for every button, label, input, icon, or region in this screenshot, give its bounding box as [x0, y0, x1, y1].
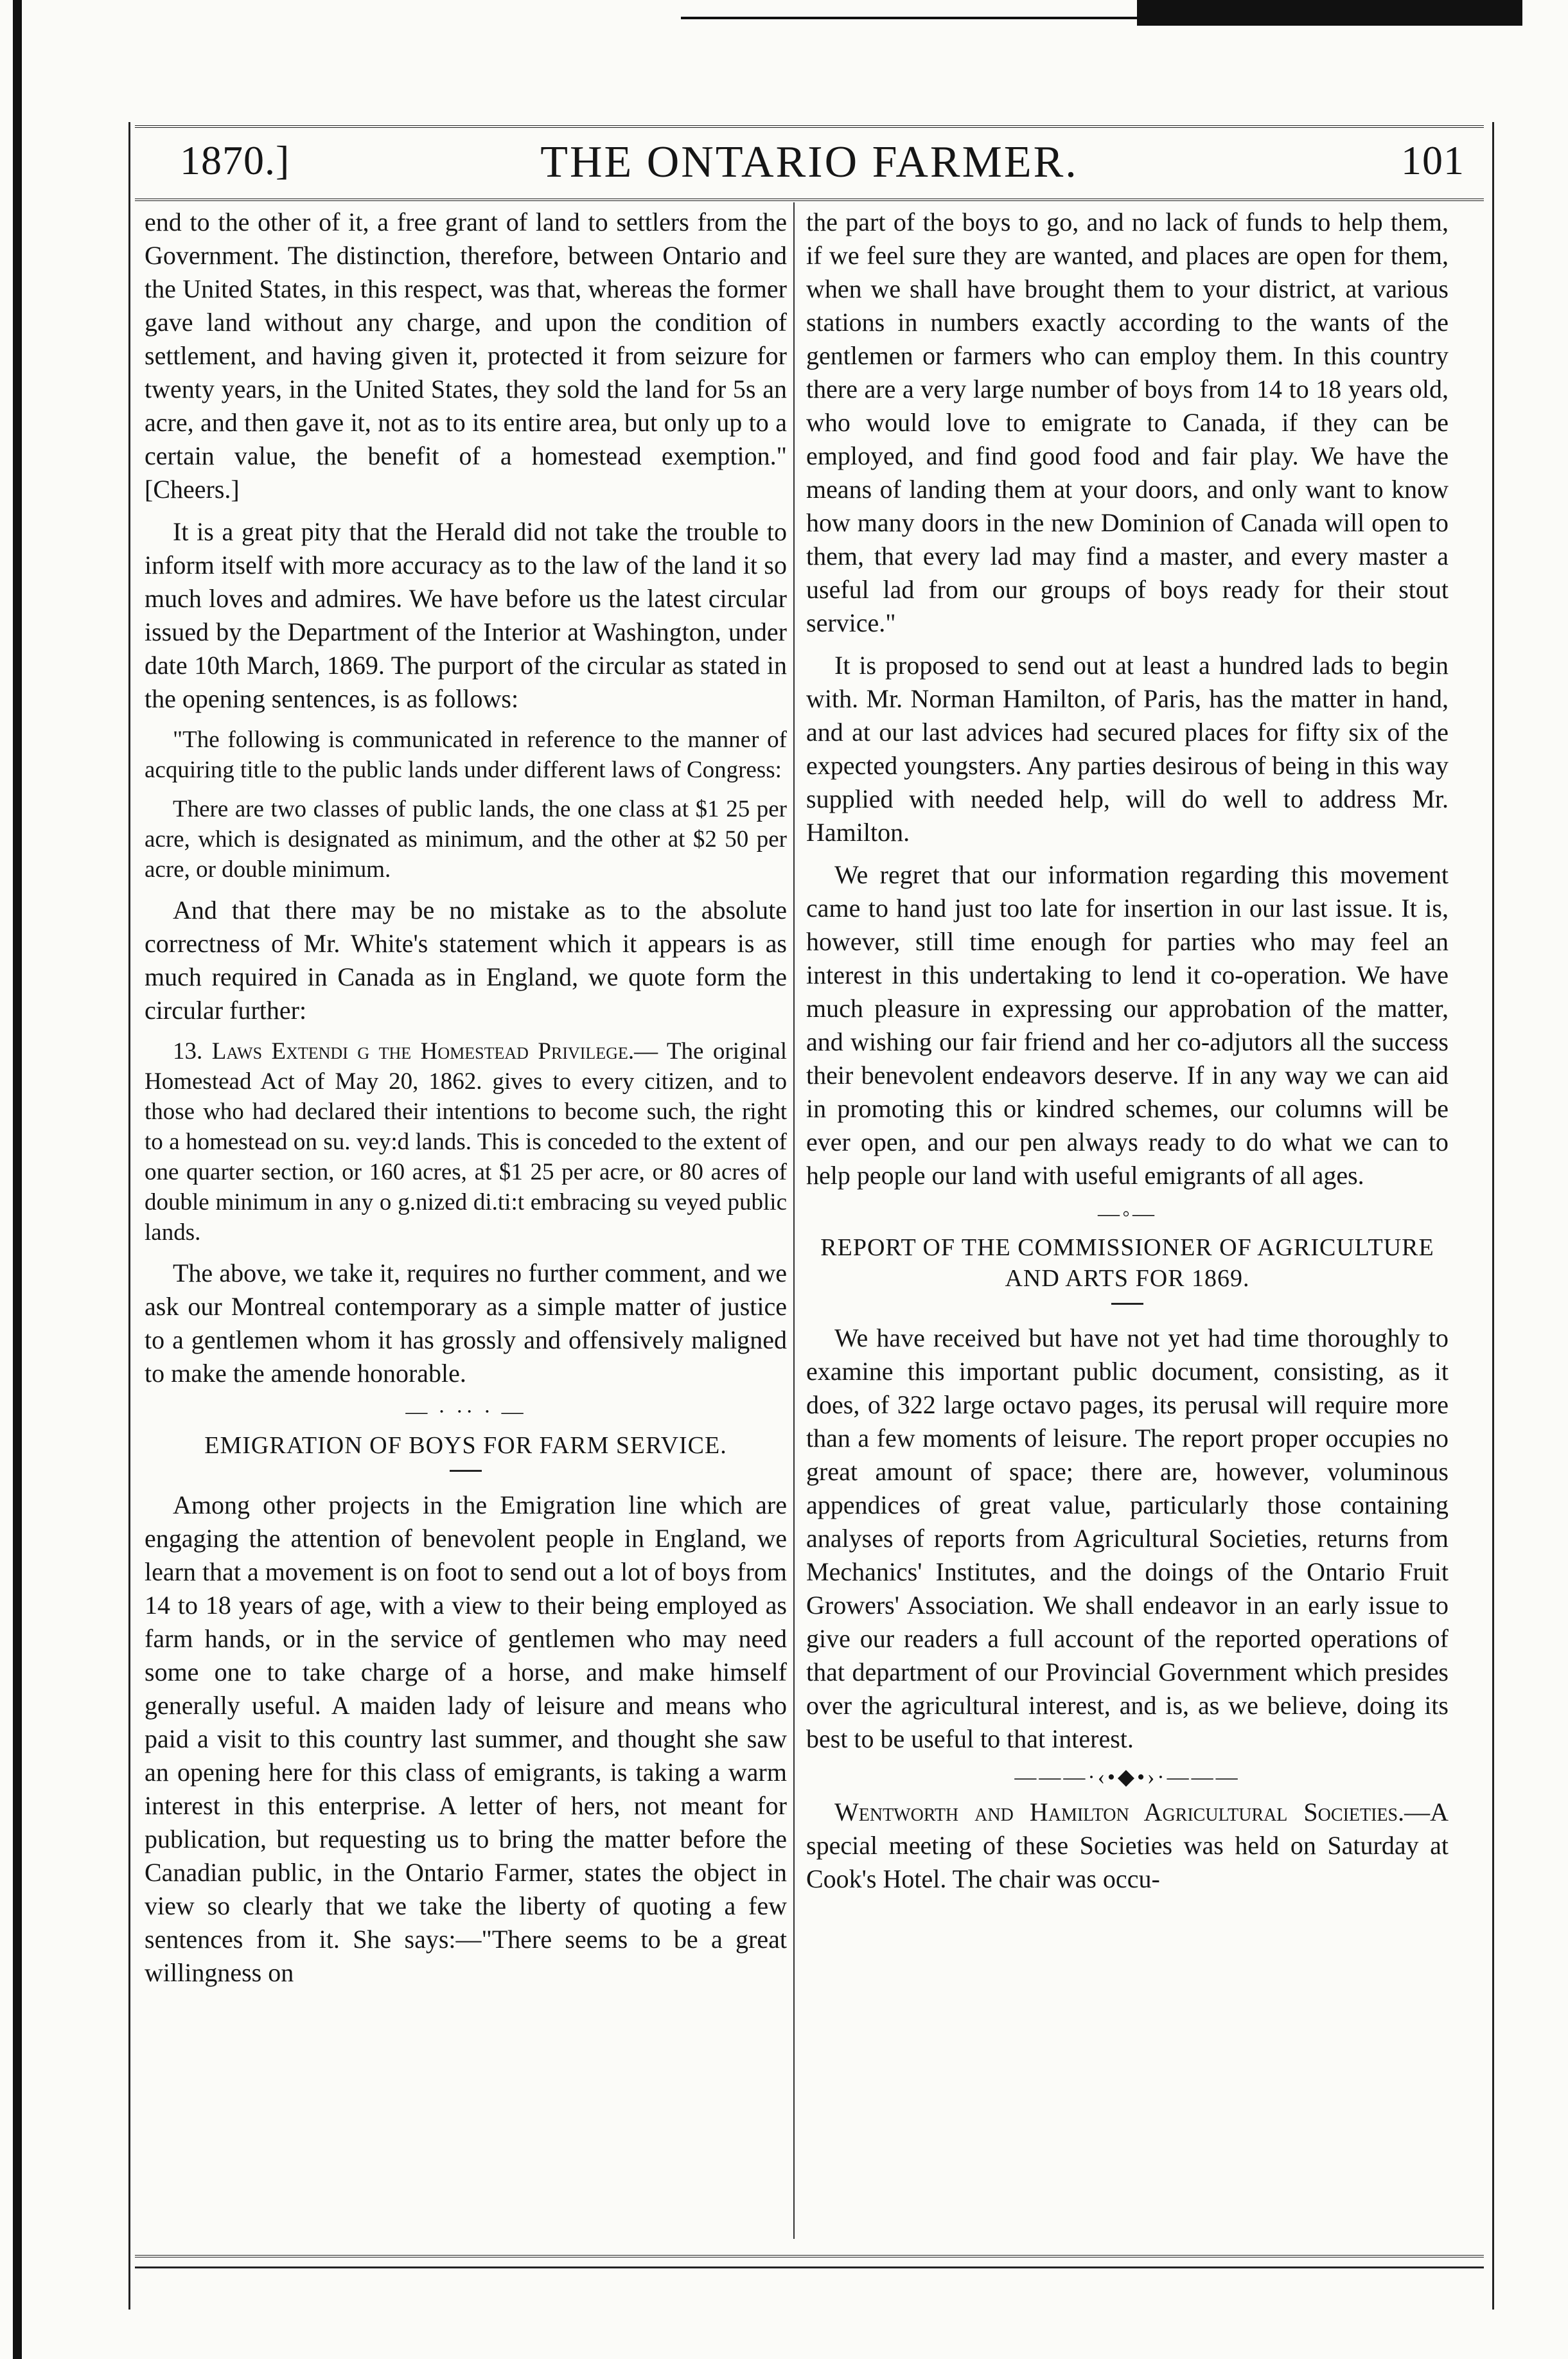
report-heading: REPORT OF THE COMMISSIONER OF AGRICULTURE AND ARTS FOR 1869. [820, 1234, 1434, 1292]
left-paragraph-3: And that there may be no mistake as to the absolute correctness of Mr. White's statement which it appears is as much required in Canada as in England, we quote form the circular further: [145, 896, 787, 1025]
emigration-heading: EMIGRATION OF BOYS FOR FARM SERVICE. [204, 1432, 727, 1459]
header-date: 1870.] [180, 137, 290, 183]
left-paragraph-4: The above, we take it, requires no further comment, and we ask our Montreal contemporary as a simple matter of justice to a gentlemen whom it has grossly and offensively maligned to make the amende honorable. [145, 1259, 787, 1388]
right-paragraph-2: It is proposed to send out at least a hundred lads to begin with. Mr. Norman Hamilton, of Paris, has the matter in hand, and at our last advices had secured places for fifty six of the expected youngsters. Any parties desirous of being in this way supplied with needed help, will do well to address Mr. Hamilton. [806, 651, 1449, 847]
footer-rule [135, 2255, 1484, 2268]
quoted-circular-classes: There are two classes of public lands, the one class at $1 25 per acre, which is designated as minimum, and the other at $2 50 per acre, or double minimum. [145, 796, 787, 883]
quoted-circular-section-13 [145, 1036, 787, 1248]
page-title: THE ONTARIO FARMER. [540, 137, 1079, 187]
right-paragraph-4: We have received but have not yet had time thoroughly to examine this important public document, consisting, as it does, of 322 large octavo pages, its perusal will require more than a few moments of leisure. The report proper occupies no great amount of space; there are, however, voluminous appendices of great value, particularly those containing analyses of reports from Agricultural Societies, returns from Mechanics' Institutes, and the doings of the Ontario Fruit Growers' Association. We shall endeavor in an early issue to give our readers a full account of the reported operations of that department of our Provincial Government which presides over the agricultural interest, and is, as we believe, doing its best to be useful to that interest. [806, 1323, 1449, 1753]
societies-body: —A special meeting of these Societies was held on Saturday at Cook's Hotel. The chair was occu- [806, 1798, 1449, 1893]
column-divider [793, 202, 795, 2239]
right-paragraph-1: the part of the boys to go, and no lack of funds to help them, if we feel sure they are wanted, and places are open for them, when we shall have brought them to your district, at various stations in numbers exactly according to the wants of the gentlemen or farmers who can employ them. In this country there are a very large number of boys from 14 to 18 years old, who would love to emigrate to Canada, if they can be employed, and find good food and fair play. We have the means of landing them at your doors, and only want to know how many doors in the new Dominion of Canada will open to them, that every lad may find a master, and every master a useful lad from our groups of boys ready for their stout service." [806, 208, 1449, 637]
page-header [135, 125, 1484, 201]
section-ornament: ———·‹•◆•›·——— [1014, 1765, 1240, 1789]
right-column [806, 206, 1449, 2236]
quote-section-body: The original Homestead Act of May 20, 1862. gives to every citizen, and to those who had declared their intentions to become such, the right to a homestead on su. vey:d lands. This is conceded to the extent of one quarter section, or 160 acres, at $1 25 per acre, or 80 acres of double minimum in any o g.nized di.ti:t embracing su veyed public lands. [145, 1038, 787, 1246]
top-edge-band [1137, 0, 1522, 26]
page-edge-shadow [13, 0, 22, 2359]
right-paragraph-3: We regret that our information regarding this movement came to hand just too late for insertion in our last issue. It is, however, still time enough for parties who may feel an interest in this undertaking to lend it co-operation. We have much pleasure in expressing our approbation of the matter, and wishing our fair friend and her co-adjutors all the success their benevolent endeavors deserve. If in any way we can aid in promoting this or kindred schemes, our columns will be ever open, and our pen always ready to do what we can to help people our land with useful emigrants of all ages. [806, 860, 1449, 1190]
section-ornament: —◦— [1097, 1202, 1158, 1226]
quoted-circular-intro: "The following is communicated in reference to the manner of acquiring title to the public lands under different laws of Congress: [145, 727, 787, 783]
left-paragraph-1: end to the other of it, a free grant of land to settlers from the Government. The distinction, therefore, between Ontario and the United States, in this respect, was that, whereas the former gave land without any charge, and upon the condition of settlement, and having given it, protected it from seizure for twenty years, in the United States, they sold the land for 5s an acre, and then gave it, not as to its entire area, but only up to a certain value, the benefit of a homestead exemption." [Cheers.] [145, 208, 787, 504]
left-paragraph-5: Among other projects in the Emigration line which are engaging the attention of benevolent people in England, we learn that a movement is on foot to send out a lot of boys from 14 to 18 years of age, with a view to their being employed as farm hands, or in the service of gentlemen who may need some one to take charge of a horse, and make himself generally useful. A maiden lady of leisure and means who paid a visit to this country last summer, and thought she saw an opening here for this class of emigrants, is taking a warm interest in this enterprise. A letter of hers, not meant for publication, but requesting us to bring the matter before the Canadian public, in the Ontario Farmer, states the object in view so clearly that we take the liberty of quoting a few sentences from it. She says:—"There seems to be a great willingness on [145, 1490, 787, 1987]
left-paragraph-2: It is a great pity that the Herald did not take the trouble to inform itself with more accuracy as to the law of the land it so much loves and admires. We have before us the latest circular issued by the Department of the Interior at Washington, under date 10th March, 1869. The purport of the circular as stated in the opening sentences, is as follows: [145, 517, 787, 713]
societies-lead: Wentworth and Hamilton Agricultural Societies. [834, 1798, 1405, 1826]
page-number: 101 [1401, 137, 1465, 183]
left-column [145, 206, 787, 2236]
heading-rule [1111, 1303, 1143, 1305]
section-ornament: — · ·· · — [405, 1400, 526, 1424]
heading-rule [450, 1470, 482, 1472]
right-paragraph-5 [806, 1796, 1449, 1896]
quote-section-heading: 13. Laws Extendi g the Homestead Privilege.— [173, 1038, 658, 1065]
